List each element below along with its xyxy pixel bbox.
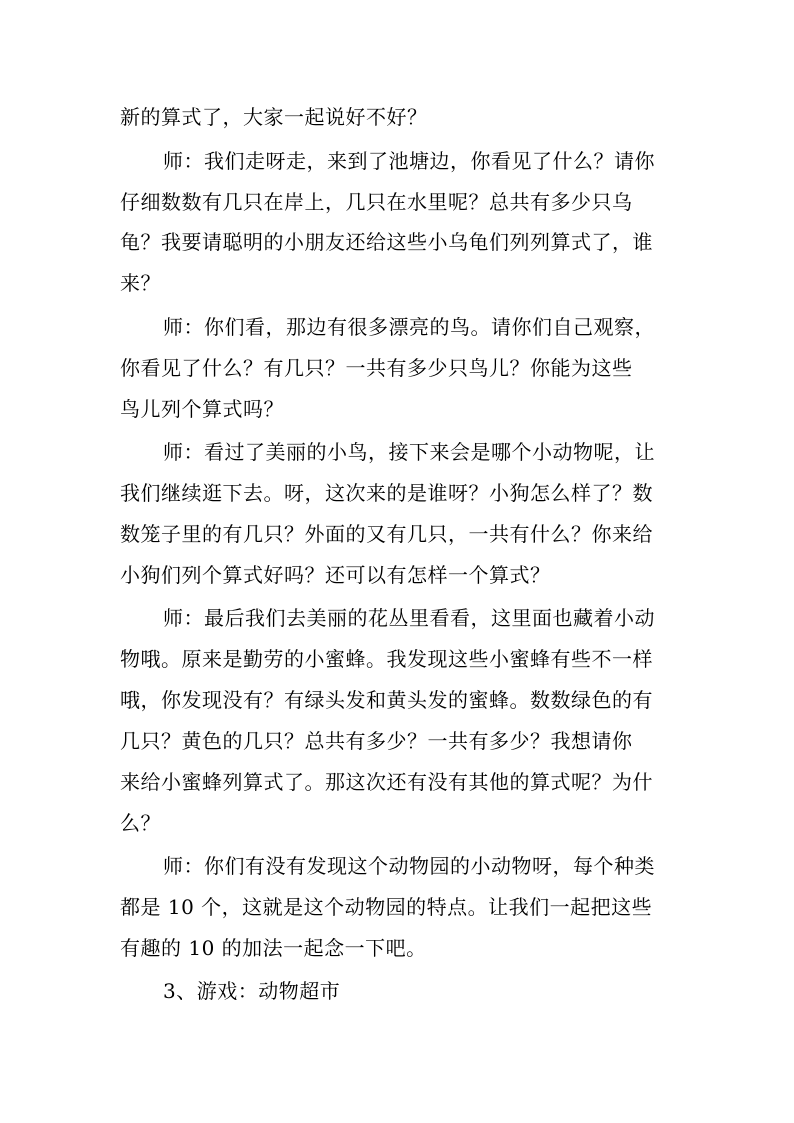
text-line-9: 师：看过了美丽的小鸟，接下来会是哪个小动物呢，让 bbox=[163, 440, 655, 464]
text-line-19: 师：你们有没有发现这个动物园的小动物呀，每个种类 bbox=[163, 854, 655, 878]
text-line-5: 来？ bbox=[120, 271, 161, 295]
text-line-16: 几只？黄色的几只？总共有多少？一共有多少？我想请你 bbox=[120, 729, 633, 753]
text-line-13: 师：最后我们去美丽的花丛里看看，这里面也藏着小动 bbox=[163, 606, 655, 630]
text-line-6: 师：你们看，那边有很多漂亮的鸟。请你们自己观察， bbox=[163, 315, 655, 339]
section-heading-game: 3、游戏：动物超市 bbox=[163, 979, 341, 1003]
text-line-3: 仔细数数有几只在岸上，几只在水里呢？总共有多少只乌 bbox=[120, 190, 633, 214]
text-line-4: 龟？我要请聪明的小朋友还给这些小乌龟们列列算式了，谁 bbox=[120, 230, 653, 254]
text-line-1: 新的算式了，大家一起说好不好？ bbox=[120, 105, 428, 129]
text-line-11: 数笼子里的有几只？外面的又有几只，一共有什么？你来给 bbox=[120, 522, 653, 546]
text-line-10: 我们继续逛下去。呀，这次来的是谁呀？小狗怎么样了？数 bbox=[120, 481, 653, 505]
text-line-20: 都是 10 个，这就是这个动物园的特点。让我们一起把这些 bbox=[120, 895, 653, 919]
text-line-2: 师：我们走呀走，来到了池塘边，你看见了什么？请你 bbox=[163, 149, 655, 173]
text-line-17: 来给小蜜蜂列算式了。那这次还有没有其他的算式呢？为什 bbox=[120, 770, 653, 794]
text-line-21: 有趣的 10 的加法一起念一下吧。 bbox=[120, 936, 427, 960]
text-line-18: 么？ bbox=[120, 811, 161, 835]
text-line-15: 哦，你发现没有？有绿头发和黄头发的蜜蜂。数数绿色的有 bbox=[120, 688, 653, 712]
text-line-7: 你看见了什么？有几只？一共有多少只鸟儿？你能为这些 bbox=[120, 356, 633, 380]
text-line-12: 小狗们列个算式好吗？还可以有怎样一个算式？ bbox=[120, 563, 551, 587]
text-line-8: 鸟儿列个算式吗？ bbox=[120, 397, 284, 421]
text-line-14: 物哦。原来是勤劳的小蜜蜂。我发现这些小蜜蜂有些不一样 bbox=[120, 647, 653, 671]
